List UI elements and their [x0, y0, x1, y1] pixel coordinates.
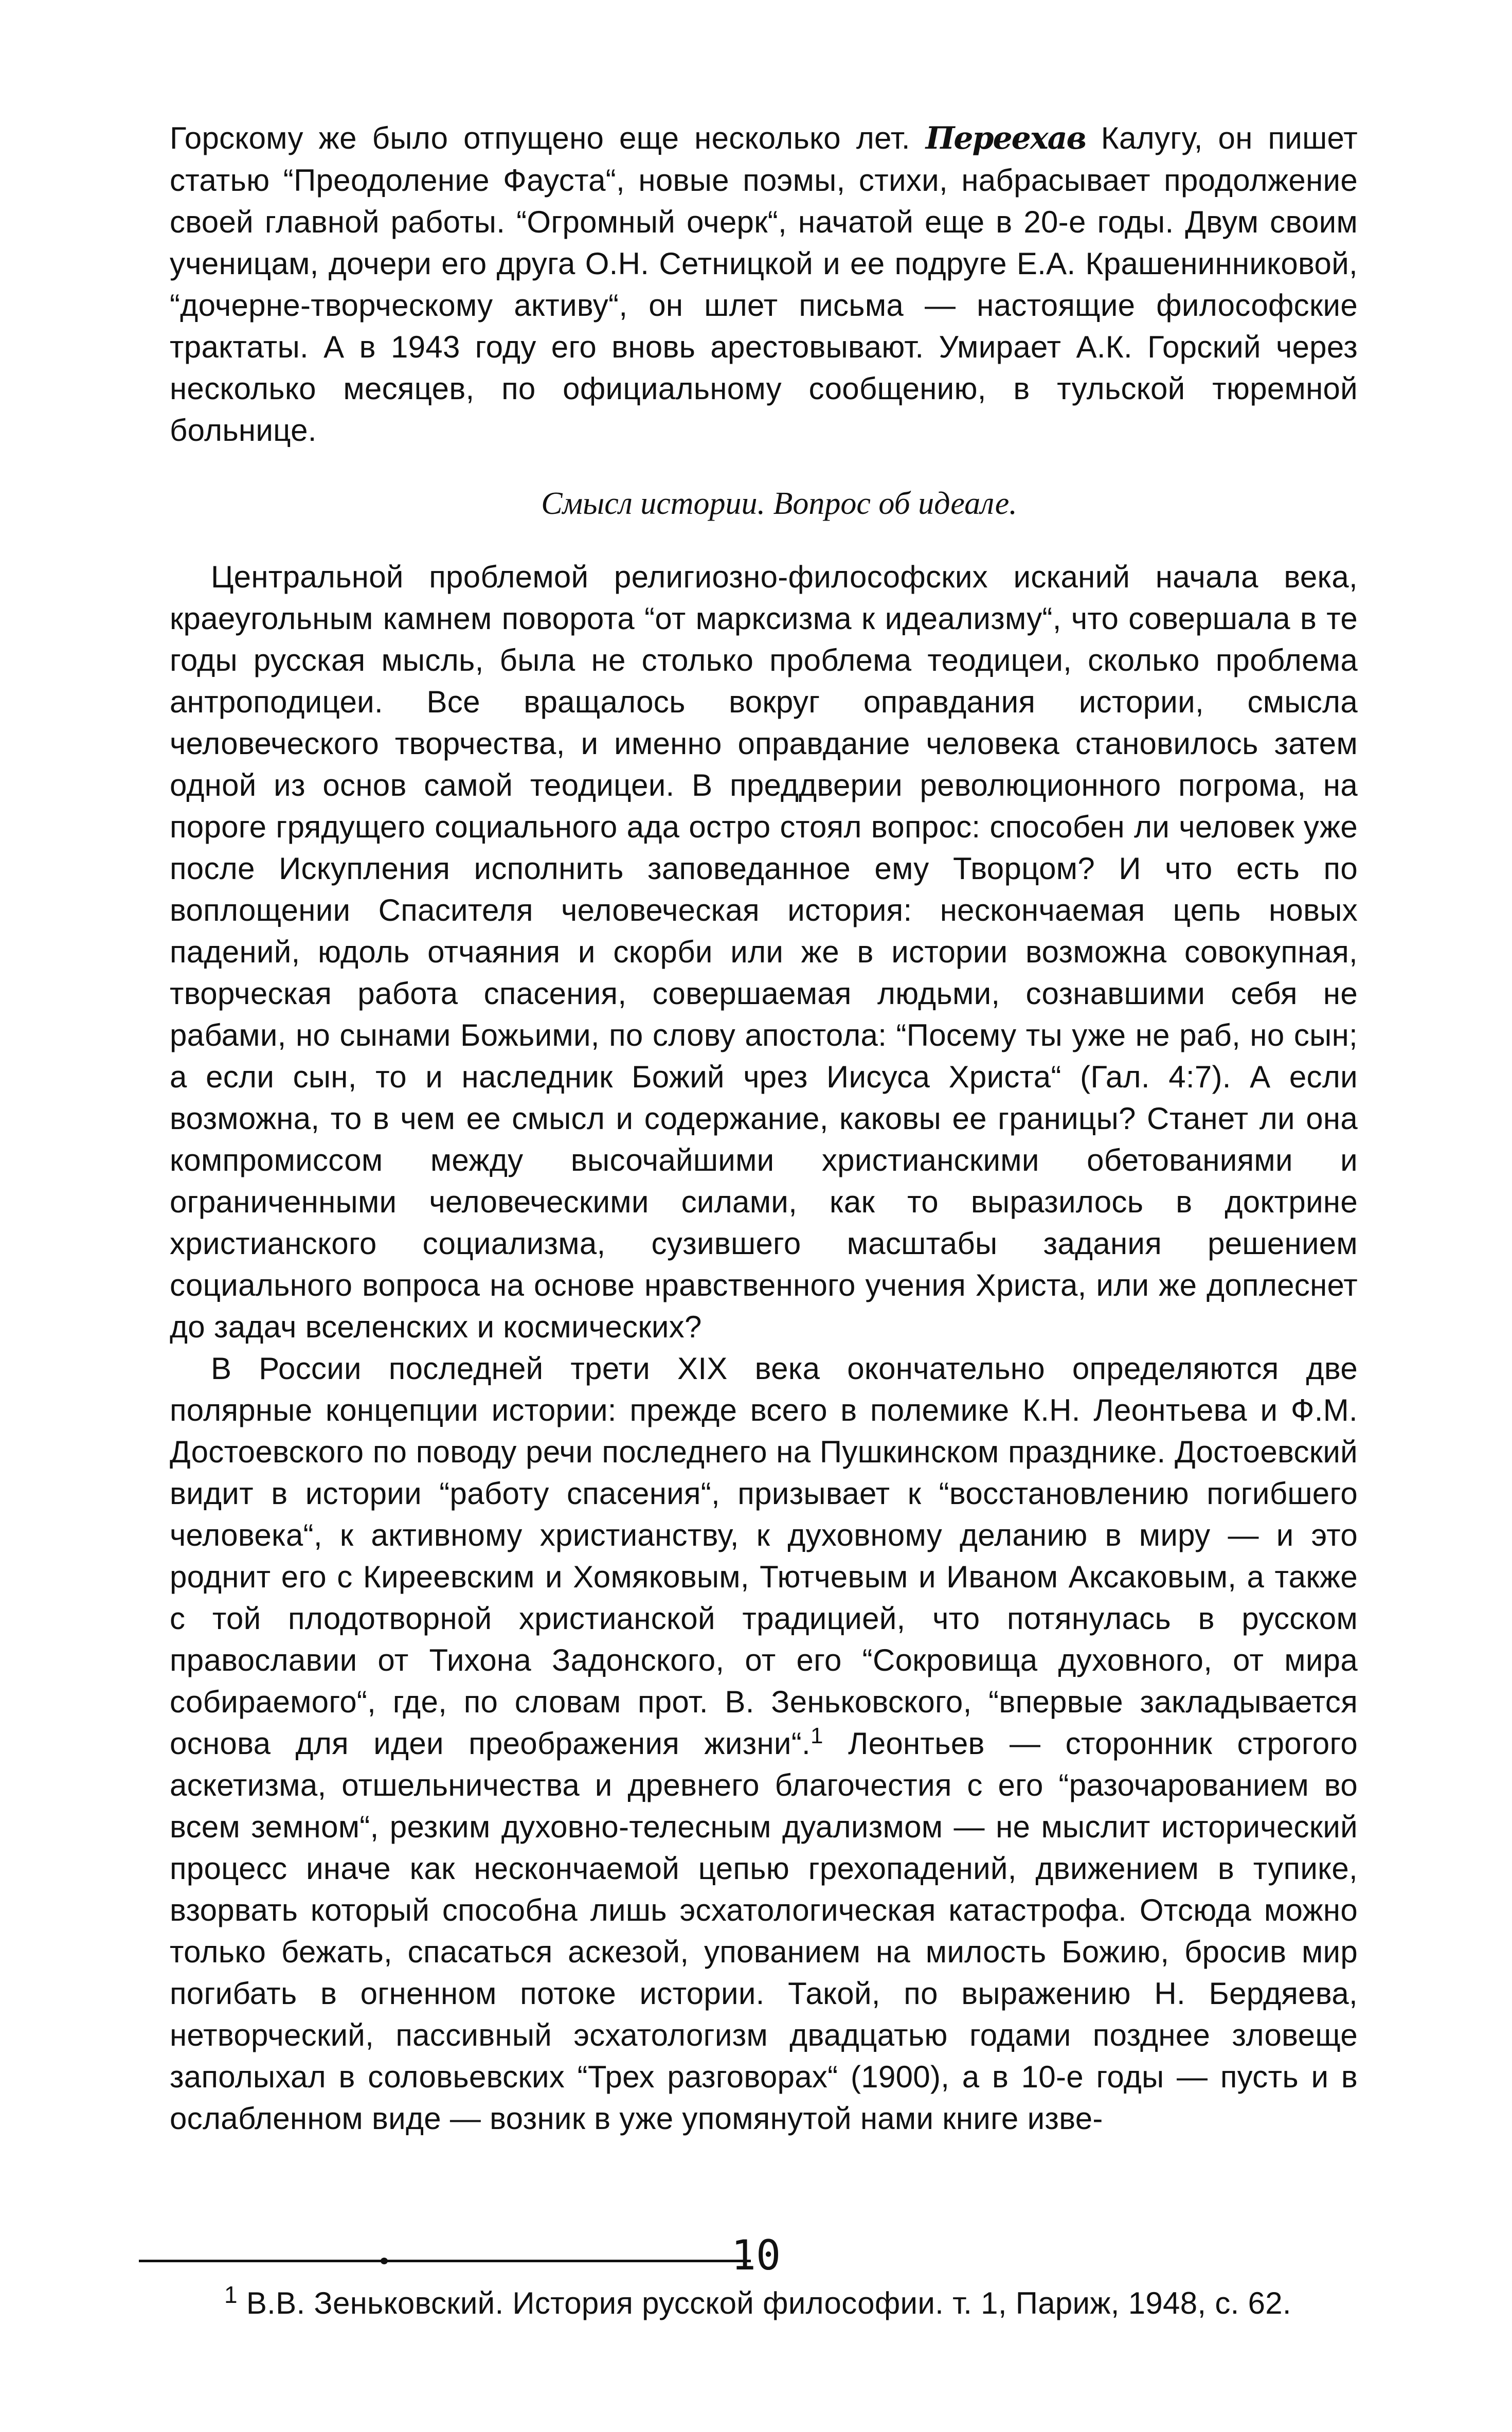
paragraph-russia-concepts — [170, 1348, 1358, 2139]
footnote-text: В.В. Зеньковский. История русской философии. т. 1, Париж, 1948, с. 62. — [237, 2286, 1291, 2320]
paragraph-intro — [170, 117, 1358, 451]
page-number: 10 — [731, 2231, 781, 2279]
paragraph-intro-text-before: Горскому же было отпущено еще несколько лет. — [170, 121, 926, 155]
footnote-marker: 1 — [224, 2281, 238, 2308]
handwritten-correction: Переехав — [925, 120, 1086, 156]
section-title: Смысл истории. Вопрос об идеале. — [541, 486, 1017, 521]
footnote-reference: 1 — [810, 1723, 823, 1748]
paragraph-russia-text-after: Леонтьев — сторонник строгого аскетизма, отшельничества и древнего благочестия с его “разочарованием во всем земном“, резким духовно-телесным дуализмом — не мыслит исторический процесс иначе как нескончаемой цепью грехопадений, движением в тупике, взорвать который способна лишь эсхатологическая катастрофа. Отсюда можно только бежать, спасаться аскезой, упованием на милость Божию, бросив мир погибать в огненном потоке истории. Такой, по выражению Н. Бердяева, нетворческий, пассивный эсхатологизм двадцатью годами позднее зловеще заполыхал в соловьевских “Трех разговорах“ (1900), а в 10-е годы — пусть и в ослабленном виде — возник в уже упомянутой нами книге изве- — [170, 1726, 1358, 2136]
paragraph-central-problem: Центральной проблемой религиозно-философских исканий начала века, краеугольным камнем поворота “от марксизма к идеализму“, что совершала в те годы русская мысль, была не столько проблема теодицеи, сколько проблема антроподицеи. Все вращалось вокруг оправдания истории, смысла человеческого творчества, и именно оправдание человека становилось затем одной из основ самой теодицеи. В преддверии революционного погрома, на пороге грядущего социального ада остро стоял вопрос: способен ли человек уже после Искупления исполнить заповеданное ему Творцом? И что есть по воплощении Спасителя человеческая история: нескончаемая цепь новых падений, юдоль отчаяния и скорби или же в истории возможна совокупная, творческая работа спасения, совершаемая людьми, сознавшими себя не рабами, но сынами Божьими, по слову апостола: “Посему ты уже не раб, но сын; а если сын, то и наследник Божий чрез Иисуса Христа“ (Гал. 4:7). А если возможна, то в чем ее смысл и содержание, каковы ее границы? Станет ли она компромиссом между высочайшими христианскими обетованиями и ограниченными человеческими силами, как то выразилось в доктрине христианского социализма, сузившего масштабы задания решением социального вопроса на основе нравственного учения Христа, или же доплеснет до задач вселенских и космических? — [170, 560, 1358, 1344]
paragraph-russia-text-before: В России последней трети XIX века окончательно определяются две полярные концепции истории: прежде всего в полемике К.Н. Леонтьева и Ф.М. Достоевского по поводу речи последнего на Пушкинском празднике. Достоевский видит в истории “работу спасения“, призывает к “восстановлению погибшего человека“, к активному христианству, к духовному деланию в миру — и это роднит его с Киреевским и Хомяковым, Тютчевым и Иваном Аксаковым, а также с той плодотворной христианской традицией, что потянулась в русском православии от Тихона Задонского, от его “Сокровища духовного, от мира собираемого“, где, по словам прот. В. Зеньковского, “впервые закладывается основа для идеи преображения жизни“. — [170, 1351, 1358, 1761]
paragraph-intro-text-after: Калугу, он пишет статью “Преодоление Фауста“, новые поэмы, стихи, набрасывает продолжение своей главной работы. “Огромный очерк“, начатой еще в 20-е годы. Двум своим ученицам, дочери его друга О.Н. Сетницкой и ее подруге Е.А. Крашенинниковой, “дочерне-творческому активу“, он шлет письма — настоящие философские трактаты. А в 1943 году его вновь арестовывают. Умирает А.К. Горский через несколько месяцев, по официальному сообщению, в тульской тюремной больнице. — [170, 121, 1358, 448]
footnote — [170, 2282, 1358, 2325]
